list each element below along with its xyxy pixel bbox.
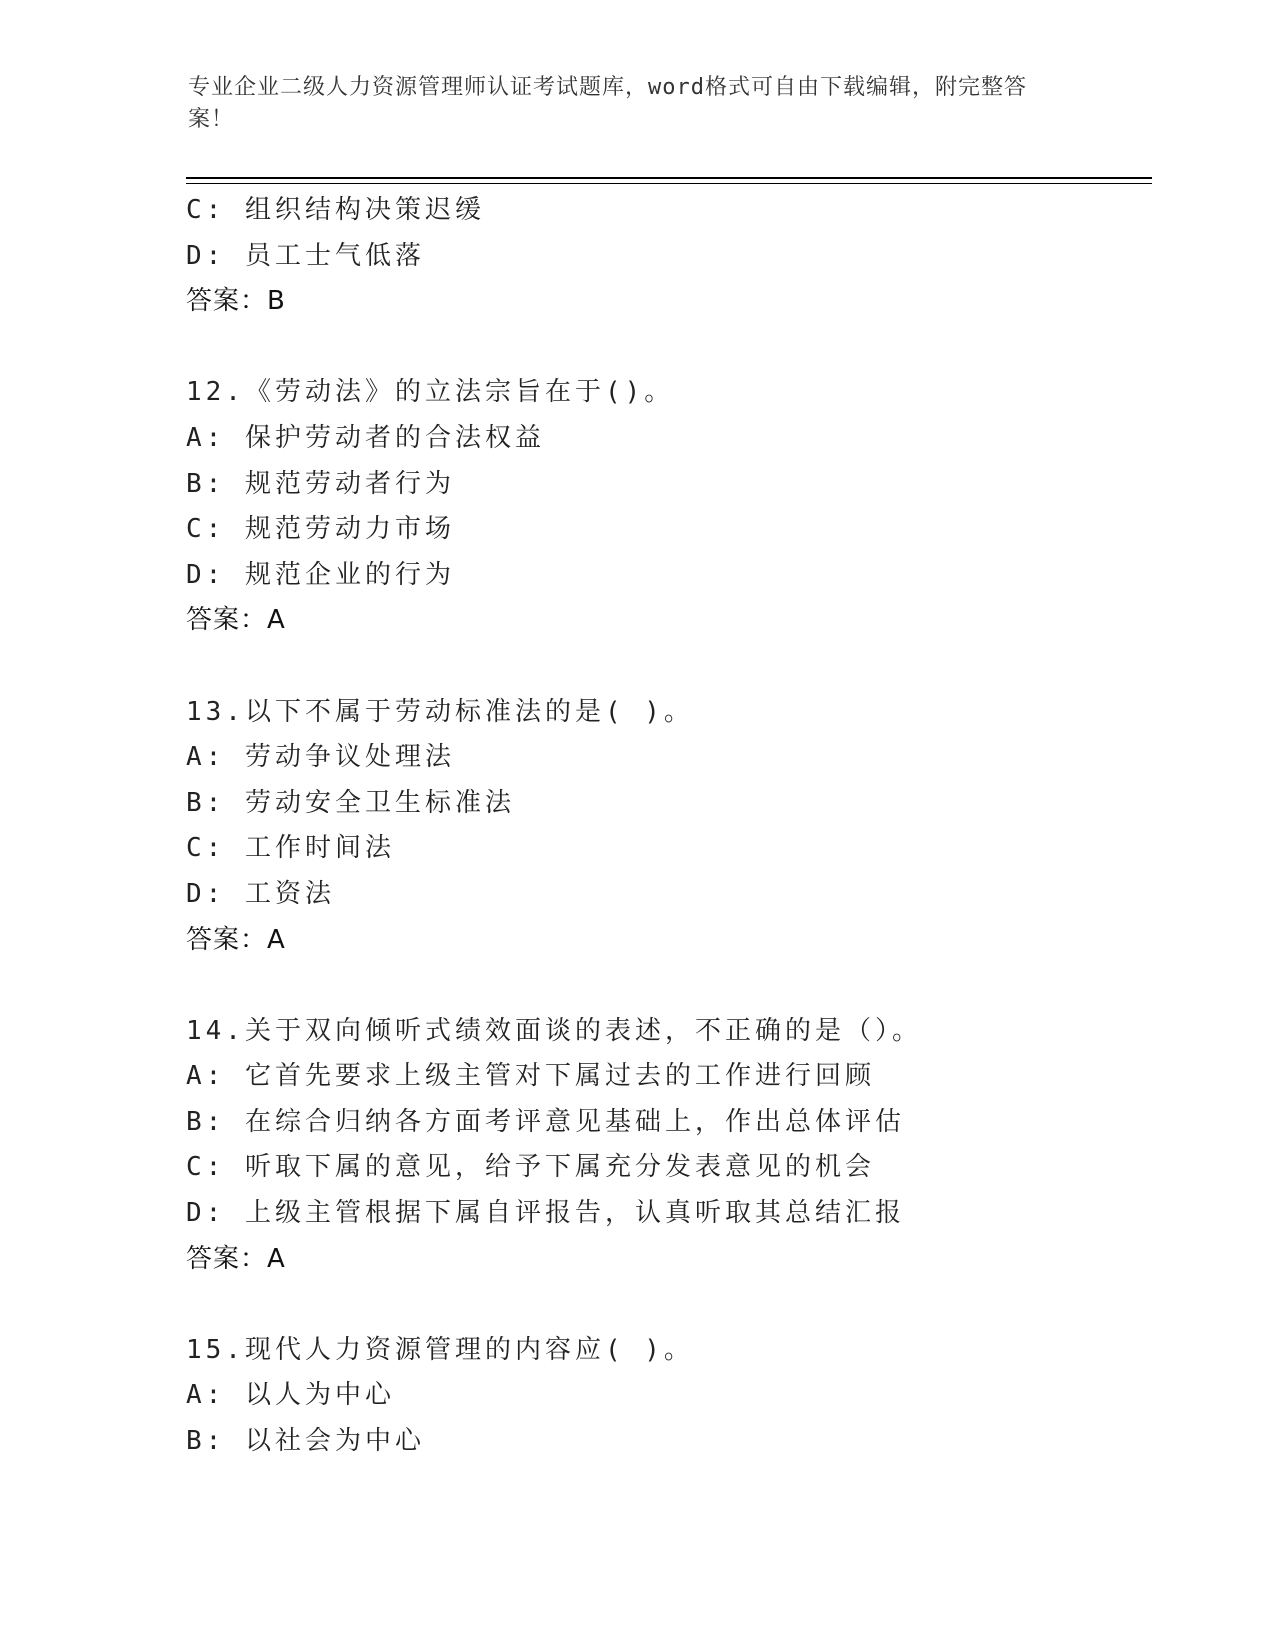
option-c: C: 听取下属的意见，给予下属充分发表意见的机会	[186, 1152, 875, 1183]
option-a: A: 以人为中心	[186, 1380, 395, 1411]
spacer	[186, 325, 1146, 371]
answer: 答案：A	[186, 1243, 286, 1274]
question-list	[186, 188, 1146, 1465]
document-header: 专业企业二级人力资源管理师认证考试题库，word格式可自由下载编辑，附完整答案！	[188, 75, 1027, 132]
option-c: C: 规范劳动力市场	[186, 514, 455, 545]
question-stem: 14.关于双向倾听式绩效面谈的表述，不正确的是（）。	[186, 1015, 922, 1046]
option-a: A: 它首先要求上级主管对下属过去的工作进行回顾	[186, 1061, 875, 1092]
option-b: B: 规范劳动者行为	[186, 468, 455, 499]
option-d: D: 员工士气低落	[186, 240, 425, 271]
option-d: D: 规范企业的行为	[186, 559, 455, 590]
option-b: B: 在综合归纳各方面考评意见基础上，作出总体评估	[186, 1106, 905, 1137]
question-stem: 15.现代人力资源管理的内容应( )。	[186, 1334, 694, 1365]
option-c: C: 组织结构决策迟缓	[186, 195, 485, 225]
option-b: B: 劳动安全卫生标准法	[186, 787, 515, 818]
option-d: D: 工资法	[186, 878, 335, 909]
spacer	[186, 644, 1146, 690]
option-c: C: 工作时间法	[186, 833, 395, 864]
header-rule-thick	[186, 177, 1152, 179]
option-d: D: 上级主管根据下属自评报告，认真听取其总结汇报	[186, 1198, 905, 1229]
question-stem: 12.《劳动法》的立法宗旨在于()。	[186, 377, 675, 408]
header-rule-thin	[186, 183, 1152, 184]
answer: 答案：B	[186, 286, 286, 317]
option-a: A: 劳动争议处理法	[186, 742, 455, 773]
option-a: A: 保护劳动者的合法权益	[186, 422, 545, 453]
spacer	[186, 963, 1146, 1009]
question-stem: 13.以下不属于劳动标准法的是( )。	[186, 696, 694, 727]
option-b: B: 以社会为中心	[186, 1426, 425, 1457]
answer: 答案：A	[186, 605, 286, 636]
spacer	[186, 1282, 1146, 1328]
answer: 答案：A	[186, 924, 286, 955]
